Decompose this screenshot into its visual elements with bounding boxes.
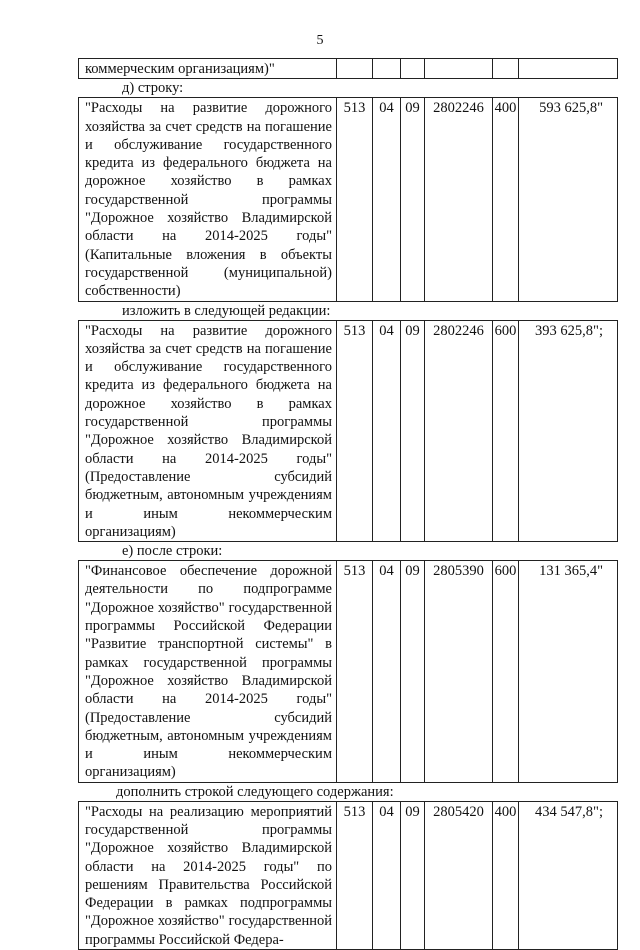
subsection-code: 09: [401, 561, 425, 783]
ministry-code: 513: [337, 561, 373, 783]
amount: 593 625,8": [519, 98, 618, 301]
ministry-code: 513: [337, 320, 373, 542]
section-code: 04: [373, 561, 401, 783]
table-row: [79, 320, 618, 542]
ministry-code: 513: [337, 98, 373, 301]
target-code: 2802246: [425, 320, 493, 542]
amount: 434 547,8";: [519, 801, 618, 949]
amount: 131 365,4": [519, 561, 618, 783]
expense-code: 400: [493, 801, 519, 949]
page-number: 5: [316, 33, 324, 48]
budget-table-row: [78, 560, 618, 783]
table-row: [79, 59, 618, 79]
row-description: коммерческим организациям)": [79, 59, 337, 79]
expense-code: 400: [493, 98, 519, 301]
budget-table-row: [78, 320, 618, 543]
ministry-code: 513: [337, 801, 373, 949]
expense-code: 600: [493, 320, 519, 542]
budget-table-row: [78, 97, 618, 301]
section-code: 04: [373, 801, 401, 949]
section-code: 04: [373, 320, 401, 542]
amount: 393 625,8";: [519, 320, 618, 542]
instruction-text: е) после строки:: [122, 543, 223, 560]
row-description: "Расходы на развитие дорожного хозяйства за счет средств на погашение и обслуживание государственного кредита из федерального бюджета на дорожное хозяйство в рамках государственной программы "Дорожное хозяйство Владимирской области на 2014-2025 годы" (Предоставление субсидий бюджетным, автономным учреждениям и иным некоммерческим организациям): [79, 320, 337, 542]
budget-table-row: [78, 801, 618, 950]
document-body: [78, 58, 617, 950]
expense-code: 600: [493, 561, 519, 783]
subsection-code: 09: [401, 98, 425, 301]
row-description: "Расходы на развитие дорожного хозяйства за счет средств на погашение и обслуживание государственного кредита из федерального бюджета на дорожное хозяйство в рамках государственной программы "Дорожное хозяйство Владимирской области на 2014-2025 годы" (Капитальные вложения в объекты государственной (муниципальной) собственности): [79, 98, 337, 301]
instruction-text: изложить в следующей редакции:: [122, 302, 331, 319]
table-row: [79, 98, 618, 301]
row-description: "Финансовое обеспечение дорожной деятельности по подпрограмме "Дорожное хозяйство" государственной программы Российской Федерации "Развитие транспортной системы" в рамках государственной программы "Дорожное хозяйство Владимирской области на 2014-2025 годы" (Предоставление субсидий бюджетным, автономным учреждениям и иным некоммерческим организациям): [79, 561, 337, 783]
section-code: 04: [373, 98, 401, 301]
target-code: 2805420: [425, 801, 493, 949]
row-description: "Расходы на реализацию мероприятий государственной программы "Дорожное хозяйство Владимирской области на 2014-2025 годы" по решениям Правительства Российской Федерации в рамках подпрограммы "Дорожное хозяйство" государственной программы Российской Федера-: [79, 801, 337, 949]
instruction-text: д) строку:: [122, 80, 184, 97]
subsection-code: 09: [401, 320, 425, 542]
target-code: 2802246: [425, 98, 493, 301]
table-row: [79, 801, 618, 949]
table-row: [79, 561, 618, 783]
target-code: 2805390: [425, 561, 493, 783]
subsection-code: 09: [401, 801, 425, 949]
instruction-text: дополнить строкой следующего содержания:: [116, 783, 394, 800]
budget-table-fragment-prev: [78, 58, 618, 79]
